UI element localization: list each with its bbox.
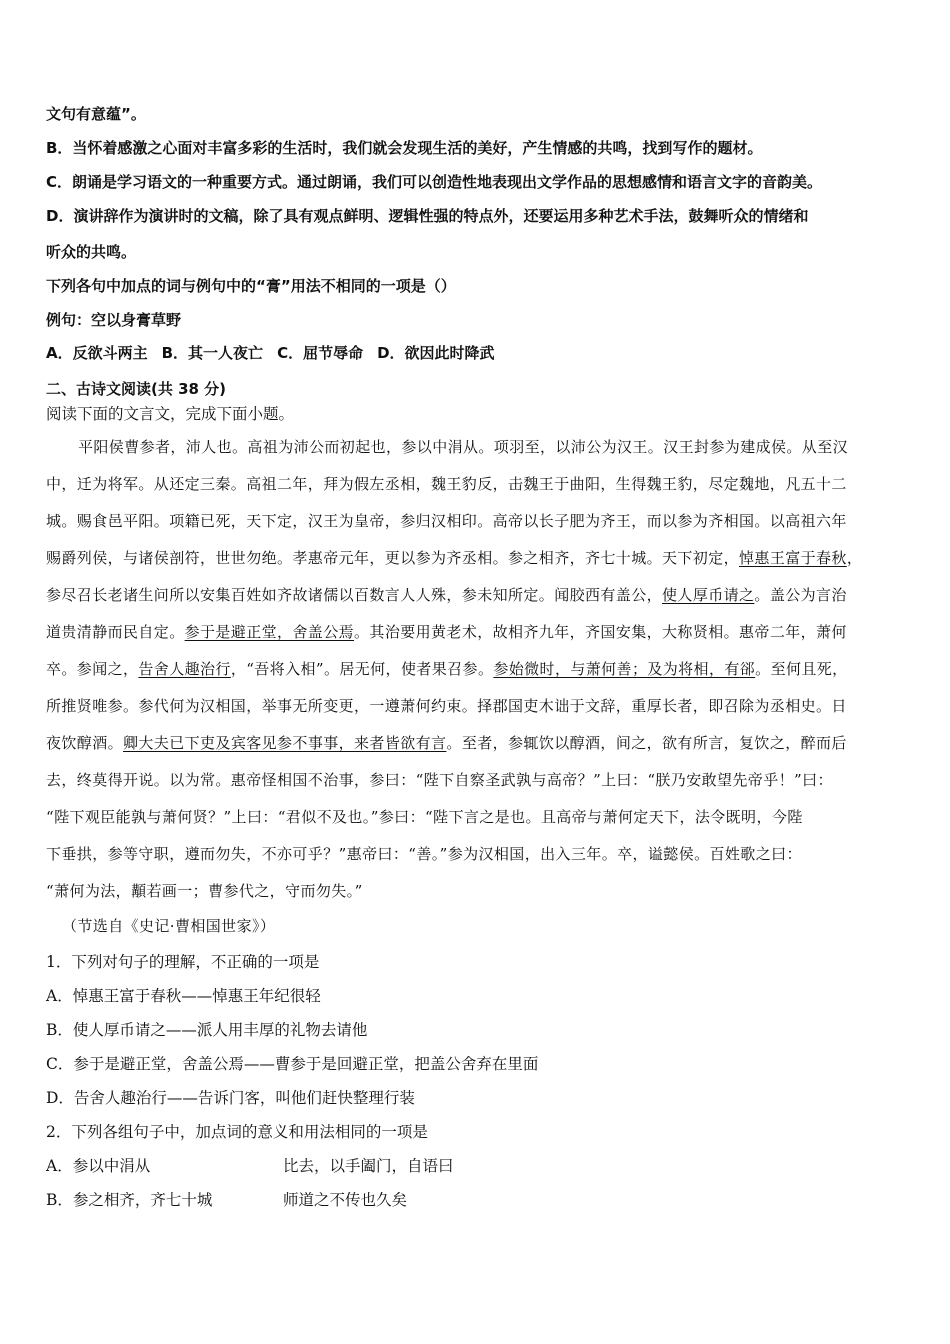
passage-line: “萧何为法，顜若画一；曹参代之，守而勿失。” bbox=[46, 882, 363, 900]
question-1-stem: 1．下列对句子的理解，不正确的一项是 bbox=[46, 953, 320, 971]
passage-line: 道贵清静而民自定。参于是避正堂，舍盖公焉。其治要用黄老术，故相齐九年，齐国安集，大称贤相。惠帝二年，萧何 bbox=[46, 623, 847, 641]
option-d: D．演讲辞作为演讲时的文稿，除了具有观点鲜明、逻辑性强的特点外，还要运用多种艺术手法，鼓舞听众的情绪和 bbox=[46, 207, 809, 225]
question-1-option-d: D．告舍人趣治行——告诉门客，叫他们赶快整理行装 bbox=[46, 1089, 415, 1107]
underlined-phrase: 参于是避正堂，舍盖公焉 bbox=[184, 623, 355, 641]
option-d: D．欲因此时降武 bbox=[377, 344, 495, 362]
passage-line: 参尽召长老诸生问所以安集百姓如齐故诸儒以百数言人人殊，参未知所定。闻胶西有盖公，使人厚币请之。盖公为言治 bbox=[46, 586, 847, 604]
passage-line: 卒。参闻之，告舍人趣治行，“吾将入相”。居无何，使者果召参。参始微时，与萧何善；及为将相，有郤。至何且死， bbox=[46, 660, 848, 678]
option-a: A．反欲斗两主 bbox=[46, 344, 148, 362]
passage-line: 所推贤唯参。参代何为汉相国，举事无所变更，一遵萧何约束。择郡国吏木诎于文辞，重厚长者，即召除为丞相史。日 bbox=[46, 697, 847, 715]
passage-line: 赐爵列侯，与诸侯剖符，世世勿绝。孝惠帝元年，更以参为齐丞相。参之相齐，齐七十城。天下初定，悼惠王富于春秋， bbox=[46, 549, 863, 567]
passage-line: 夜饮醇酒。卿大夫已下吏及宾客见参不事事，来者皆欲有言。至者，参辄饮以醇酒，间之，欲有所言，复饮之，醉而后 bbox=[46, 734, 847, 752]
option-b: B．其一人夜亡 bbox=[161, 344, 264, 362]
passage-line: “陛下观臣能孰与萧何贤？”上曰：“君似不及也。”参曰：“陛下言之是也。且高帝与萧何定天下，法令既明，今陛 bbox=[46, 808, 803, 826]
underlined-phrase: 告舍人趣治行 bbox=[138, 660, 231, 678]
passage-line: 下垂拱，参等守职，遵而勿失，不亦可乎？”惠帝曰：“善。”参为汉相国，出入三年。卒，谥懿侯。百姓歌之曰： bbox=[46, 845, 802, 863]
option-d-cont: 听众的共鸣。 bbox=[46, 243, 137, 261]
options-row bbox=[46, 342, 509, 363]
section-heading: 二、古诗文阅读(共 38 分) bbox=[46, 380, 227, 398]
question-stem: 下列各句中加点的词与例句中的“膏”用法不相同的一项是（） bbox=[46, 277, 456, 295]
passage-source: （节选自《史记·曹相国世家》） bbox=[62, 917, 276, 935]
text-line: 文句有意蕴”。 bbox=[46, 105, 146, 123]
underlined-phrase: 参始微时，与萧何善；及为将相，有郤 bbox=[493, 660, 756, 678]
passage-line: 平阳侯曹参者，沛人也。高祖为沛公而初起也，参以中涓从。项羽至，以沛公为汉王。汉王封参为建成侯。从至汉 bbox=[78, 438, 849, 456]
passage-line: 去，终莫得开说。以为常。惠帝怪相国不治事，参曰：“陛下自察圣武孰与高帝？”上曰：“朕乃安敢望先帝乎！”曰： bbox=[46, 771, 833, 789]
underlined-phrase: 卿大夫已下吏及宾客见参不事事，来者皆欲有言 bbox=[123, 734, 447, 752]
option-c: C．屈节辱命 bbox=[277, 344, 364, 362]
question-1-option-c: C．参于是避正堂，舍盖公焉——曹参于是回避正堂，把盖公舍弃在里面 bbox=[46, 1055, 539, 1073]
option-b: B．当怀着感激之心面对丰富多彩的生活时，我们就会发现生活的美好，产生情感的共鸣，找到写作的题材。 bbox=[46, 139, 763, 157]
underlined-phrase: 使人厚币请之 bbox=[662, 586, 755, 604]
section-instruction: 阅读下面的文言文，完成下面小题。 bbox=[46, 405, 295, 423]
option-c: C．朗诵是学习语文的一种重要方式。通过朗诵，我们可以创造性地表现出文学作品的思想感情和语言文字的音韵美。 bbox=[46, 173, 823, 191]
question-1-option-b: B．使人厚币请之——派人用丰厚的礼物去请他 bbox=[46, 1021, 368, 1039]
passage-line: 城。赐食邑平阳。项籍已死，天下定，汉王为皇帝，参归汉相印。高帝以长子肥为齐王，而以参为齐相国。以高祖六年 bbox=[46, 512, 847, 530]
example-sentence: 例句：空以身膏草野 bbox=[46, 311, 182, 329]
passage-line: 中，迁为将军。从还定三秦。高祖二年，拜为假左丞相，魏王豹反，击魏王于曲阳，生得魏王豹，尽定魏地，凡五十二 bbox=[46, 475, 847, 493]
question-2-stem: 2．下列各组句子中，加点词的意义和用法相同的一项是 bbox=[46, 1123, 428, 1141]
underlined-phrase: 悼惠王富于春秋 bbox=[739, 549, 847, 567]
question-1-option-a: A．悼惠王富于春秋——悼惠王年纪很轻 bbox=[46, 987, 321, 1005]
question-2-option-a: A．参以中涓从 比去，以手阖门，自语曰 bbox=[46, 1157, 454, 1175]
question-2-option-b: B．参之相齐，齐七十城 师道之不传也久矣 bbox=[46, 1191, 408, 1209]
